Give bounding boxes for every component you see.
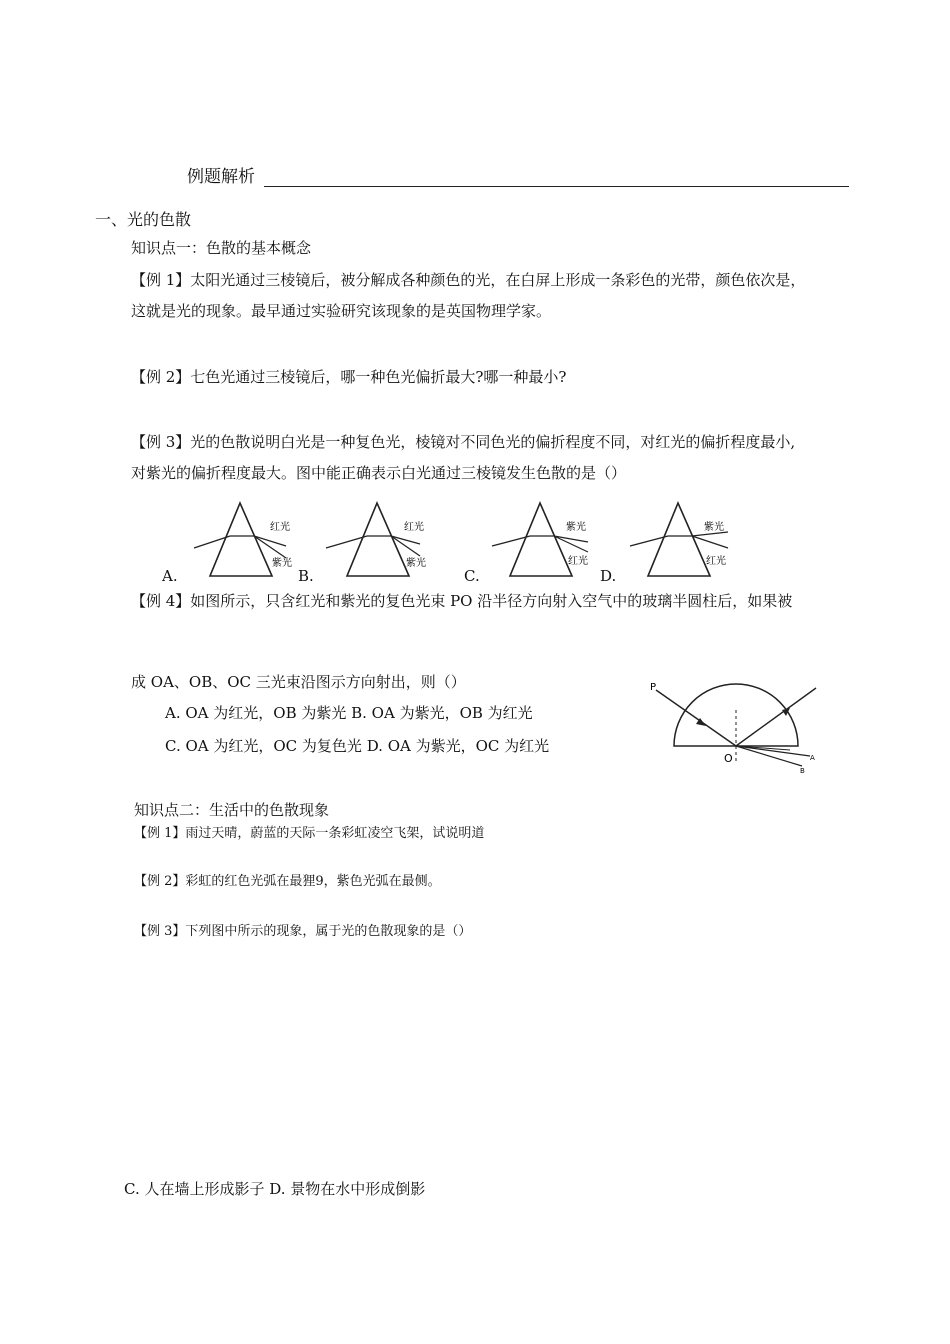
knowledge-point-2: 知识点二：生活中的色散现象 [134,801,330,819]
prism-a-label-bottom: 紫光 [272,558,292,569]
prism-a-label-top: 红光 [270,522,290,533]
section-title-dispersion: 一、光的色散 [95,210,192,229]
header-rule [264,186,849,187]
figure-label-a: A [810,754,815,762]
prism-b-label-bottom: 紫光 [406,558,426,569]
section2-example-1: 【例 1】雨过天晴，蔚蓝的天际一条彩虹凌空飞架，试说明道 [134,826,485,841]
example-4-options-ab: A. OA 为红光，OB 为紫光 B. OA 为紫光，OB 为红光 [165,704,533,722]
prism-figure-a [190,500,300,582]
semicircle-figure [640,676,840,780]
example-4-line-1: 【例 4】如图所示，只含红光和紫光的复色光束 PO 沿半径方向射入空气中的玻璃半圆柱后，如果被 [131,592,793,610]
section2-options-cd: C. 人在墙上形成影子 D. 景物在水中形成倒影 [124,1180,426,1198]
option-d-label: D. [600,567,617,585]
figure-label-p: P [650,682,657,693]
prism-c-label-bottom: 红光 [568,556,588,567]
prism-d-label-top: 紫光 [704,522,724,533]
section2-example-2: 【例 2】彩虹的红色光弧在最狸9，紫色光弧在最侧。 [134,874,441,889]
example-4-line-2: 成 OA、OB、OC 三光束沿图示方向射出，则（） [131,673,466,691]
example-2: 【例 2】七色光通过三棱镜后，哪一种色光偏折最大?哪一种最小? [131,368,567,386]
figure-label-o: O [724,752,733,765]
example-3-line-1: 【例 3】光的色散说明白光是一种复色光，棱镜对不同色光的偏折程度不同，对红光的偏折程度最小, [131,433,796,451]
prism-d-label-bottom: 红光 [706,556,726,567]
example-1-line-2: 这就是光的现象。最早通过实验研究该现象的是英国物理学家。 [131,302,552,320]
prism-figure-b [322,500,432,582]
example-1-line-1: 【例 1】太阳光通过三棱镜后，被分解成各种颜色的光，在白屏上形成一条彩色的光带，颜色依次是， [131,271,806,289]
prism-c-label-top: 紫光 [566,522,586,533]
section2-example-3: 【例 3】下列图中所示的现象，属于光的色散现象的是（） [134,924,472,939]
option-c-label: C. [464,567,480,585]
section-header-title: 例题解析 [187,167,255,187]
prism-b-label-top: 红光 [404,522,424,533]
prism-figure-c [488,500,598,582]
prism-figure-d [626,500,738,582]
knowledge-point-1: 知识点一：色散的基本概念 [131,239,312,257]
option-b-label: B. [298,567,314,585]
example-3-line-2: 对紫光的偏折程度最大。图中能正确表示白光通过三棱镜发生色散的是（） [131,464,627,482]
figure-label-b: B [800,767,805,775]
option-a-label: A. [162,567,178,585]
example-4-options-cd: C. OA 为红光，OC 为复色光 D. OA 为紫光，OC 为红光 [165,737,550,755]
